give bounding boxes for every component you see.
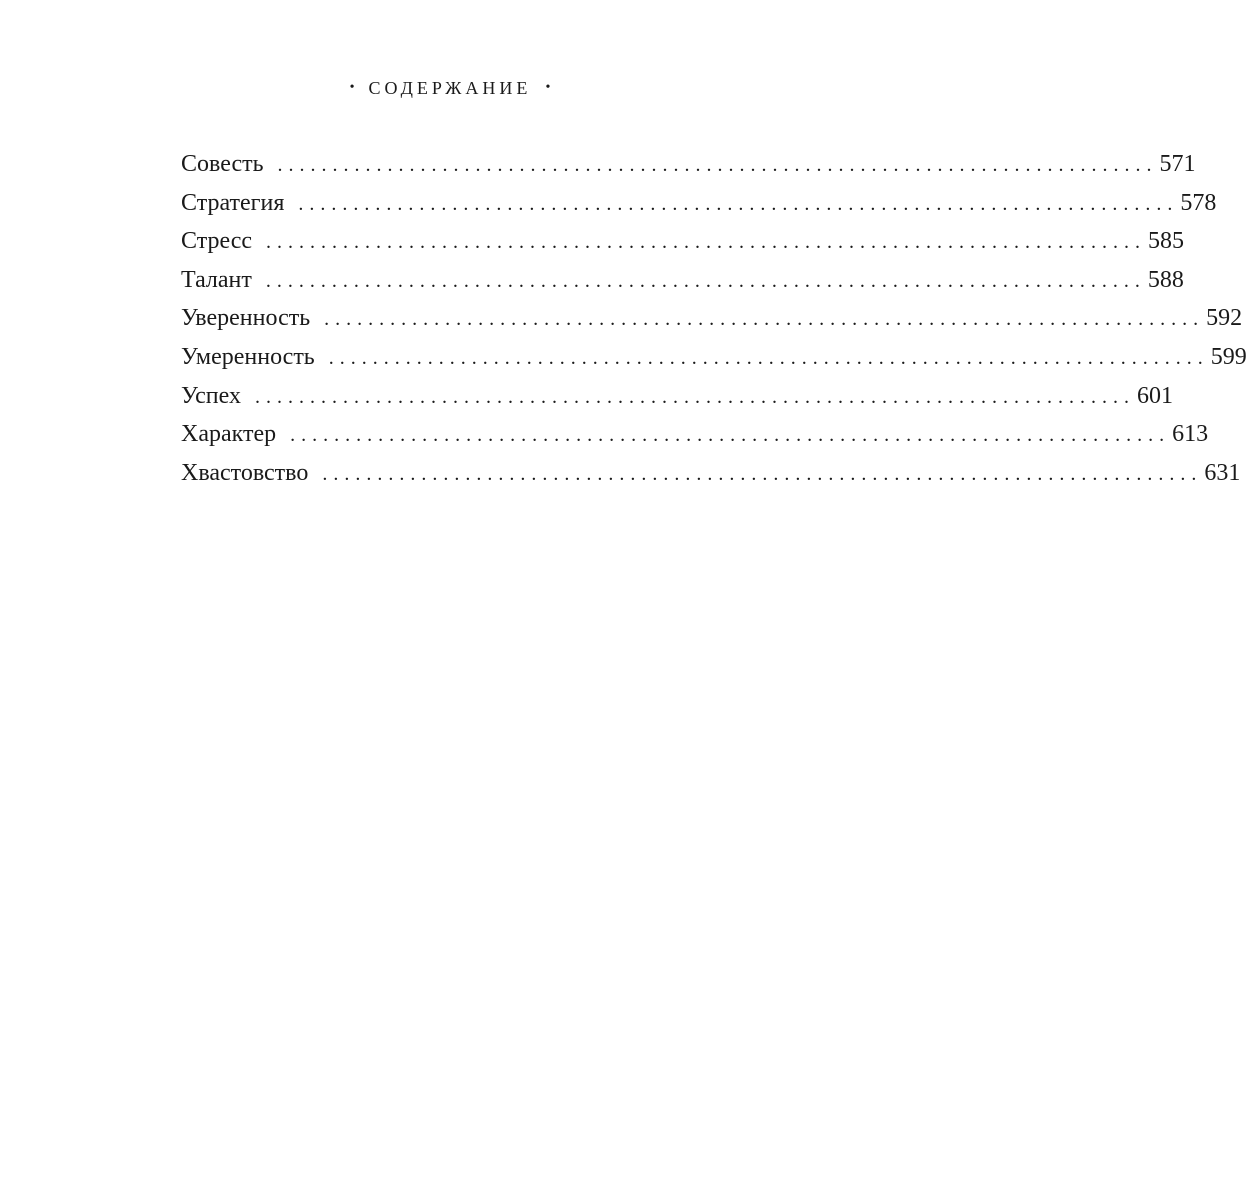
toc-entry-page: 631 [1204, 459, 1241, 486]
toc-entry[interactable] [181, 454, 1241, 493]
toc-entry-page: 571 [1159, 151, 1196, 177]
toc-entry-page: 601 [1136, 382, 1173, 409]
toc-leader-dots: ................................................................................ [324, 308, 1205, 331]
toc-leader-dots: ................................................................................ [298, 192, 1179, 215]
toc-leader-dots: ................................................................................ [322, 462, 1203, 485]
header-bullet-left: • [349, 79, 355, 95]
toc-entry-page: 585 [1148, 228, 1185, 255]
toc-entry[interactable] [181, 377, 1173, 416]
toc-leader-dots: ................................................................................ [266, 231, 1147, 254]
toc-entry-page: 599 [1210, 343, 1247, 370]
toc-entry-title: Умеренность [181, 343, 315, 370]
toc-entry-page: 592 [1206, 305, 1243, 332]
toc-entry-page: 588 [1147, 266, 1184, 293]
toc-entry-title: Совесть [181, 151, 264, 177]
toc-entry[interactable] [181, 338, 1247, 377]
header-title: СОДЕРЖАНИЕ [368, 78, 532, 98]
toc-entry-title: Стратегия [181, 189, 285, 216]
running-header [0, 74, 900, 104]
toc-entry-title: Стресс [181, 228, 253, 255]
toc-entry[interactable] [181, 261, 1184, 300]
toc-entry[interactable] [181, 184, 1217, 223]
table-of-contents [181, 145, 1247, 492]
toc-entry-title: Талант [181, 266, 252, 293]
toc-entry-title: Хвастовство [181, 459, 309, 486]
toc-entry-title: Уверенность [181, 305, 311, 332]
toc-entry[interactable] [181, 299, 1243, 338]
toc-leader-dots: ................................................................................ [265, 269, 1146, 292]
toc-entry[interactable] [181, 415, 1209, 454]
toc-leader-dots: ................................................................................ [254, 385, 1135, 408]
toc-entry-page: 578 [1180, 189, 1217, 216]
toc-entry-page: 613 [1172, 421, 1209, 448]
toc-leader-dots: ................................................................................ [277, 154, 1158, 176]
toc-entry[interactable] [181, 145, 1196, 184]
toc-leader-dots: ................................................................................ [328, 346, 1209, 369]
header-bullet-right: • [545, 79, 551, 95]
toc-entry-title: Успех [181, 382, 241, 409]
toc-entry[interactable] [181, 222, 1185, 261]
toc-entry-title: Характер [181, 421, 277, 448]
toc-leader-dots: ................................................................................ [290, 424, 1171, 447]
